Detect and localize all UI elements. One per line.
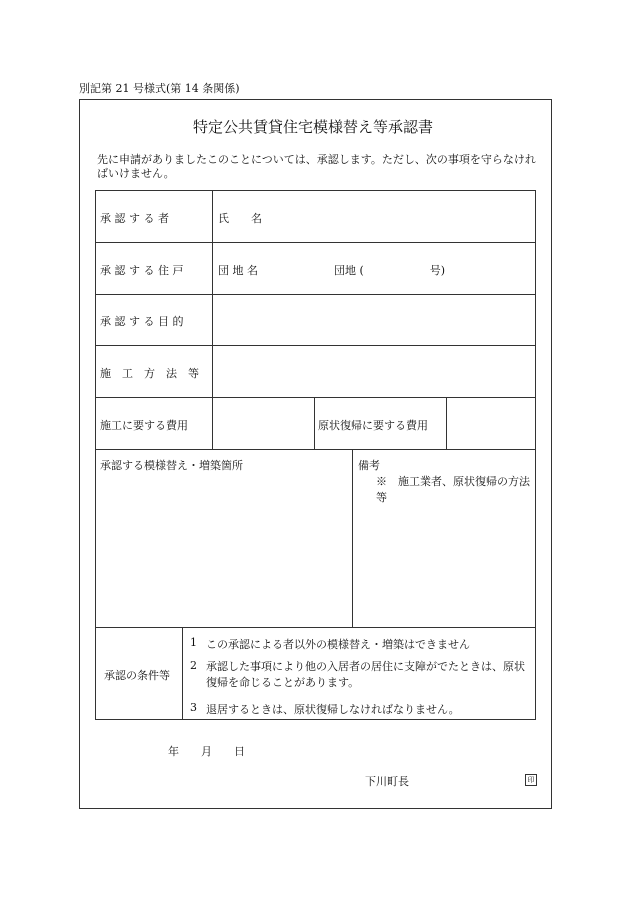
- conditions-label: 承認の条件等: [104, 669, 170, 682]
- row-divider: [95, 449, 536, 450]
- approver-label: 承 認 す る 者: [100, 212, 169, 225]
- location-label: 承認する模様替え・増築箇所: [100, 459, 243, 472]
- restore-cost-label: 原状復帰に要する費用: [318, 419, 428, 432]
- remarks-label: 備考: [358, 459, 380, 472]
- condition-number: 1: [190, 636, 197, 649]
- conditions-column-divider: [182, 627, 183, 720]
- cost-column-divider: [314, 397, 315, 449]
- condition-number: 2: [190, 659, 197, 672]
- condition-text: 退居するときは、原状復帰しなければなりません。: [206, 703, 460, 716]
- cost-label: 施工に要する費用: [100, 419, 188, 432]
- method-label: 施 工 方 法 等: [100, 367, 199, 380]
- condition-number: 3: [190, 701, 197, 714]
- complex-suffix: 団地 ( 号): [334, 264, 446, 277]
- name-label: 氏 名: [218, 212, 262, 225]
- row-divider: [95, 294, 536, 295]
- row-divider: [95, 627, 536, 628]
- row-divider: [95, 242, 536, 243]
- remarks-column-divider: [352, 449, 353, 627]
- document-title: 特定公共賃貸住宅模様替え等承認書: [193, 118, 434, 136]
- label-column-divider: [212, 190, 213, 449]
- date-line: 年 月 日: [168, 745, 245, 758]
- row-divider: [95, 345, 536, 346]
- condition-text: 承認した事項により他の入居者の居住に支障がでたときは、原状復帰を命じることがあります。: [206, 660, 525, 689]
- row-divider: [95, 397, 536, 398]
- form-number: 別記第 21 号様式(第 14 条関係): [79, 82, 240, 95]
- unit-label: 承 認 す る 住 戸: [100, 264, 184, 277]
- cost-column-divider: [446, 397, 447, 449]
- complex-name-label: 団 地 名: [218, 264, 258, 277]
- seal-mark: 印: [525, 774, 537, 786]
- remarks-note: ※ 施工業者、原状復帰の方法等: [376, 475, 530, 504]
- purpose-label: 承 認 す る 目 的: [100, 315, 184, 328]
- intro-text: 先に申請がありましたこのことについては、承認します。ただし、次の事項を守らなければいけません。: [97, 153, 536, 180]
- condition-text: この承認による者以外の模様替え・増築はできません: [206, 638, 470, 651]
- issuer: 下川町長: [365, 775, 409, 788]
